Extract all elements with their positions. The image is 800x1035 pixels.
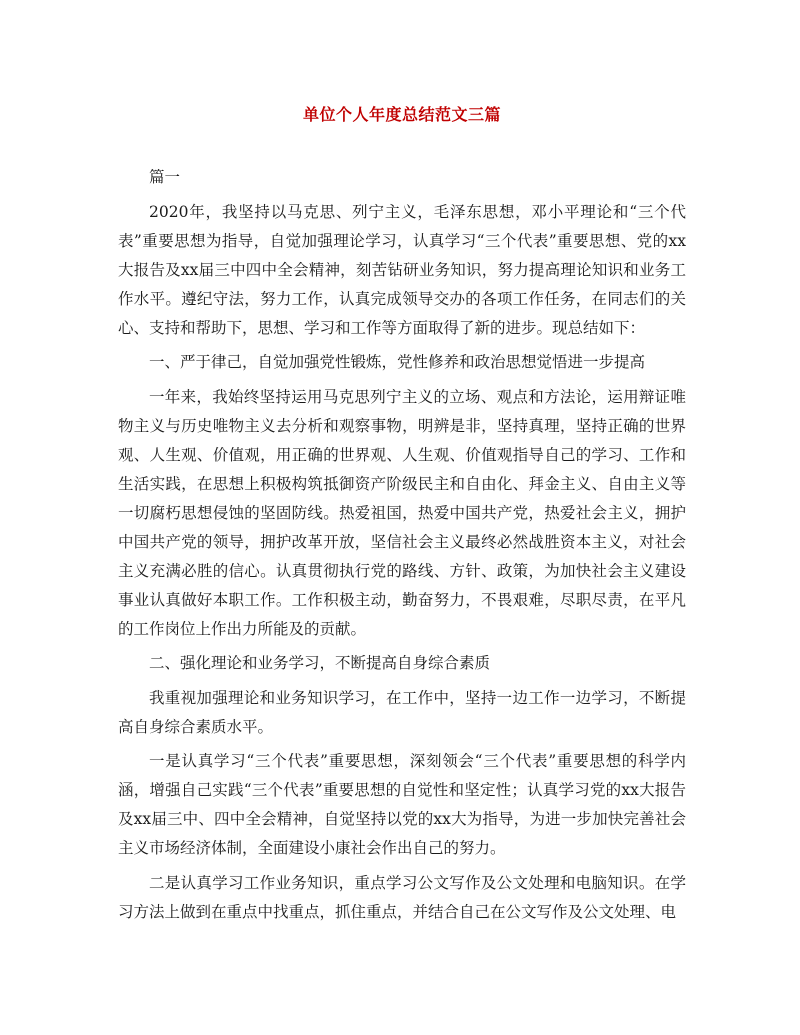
paragraph: 二是认真学习工作业务知识，重点学习公文写作及公文处理和电脑知识。在学习方法上做到在重点中找重点，抓住重点，并结合自己在公文写作及公文处理、电 (118, 873, 686, 921)
paragraph: 一是认真学习“三个代表”重要思想，深刻领会“三个代表”重要思想的科学内涵，增强自己实践“三个代表”重要思想的自觉性和坚定性；认真学习党的xx大报告及xx届三中、四中全会精神，自觉坚持以党的xx大为指导，为进一步加快完善社会主义市场经济体制，全面建设小康社会作出自己的努力。 (118, 752, 686, 857)
section-heading: 一、严于律己，自觉加强党性锻炼，党性修养和政治思想觉悟进一步提高 (149, 353, 646, 371)
section-heading: 二、强化理论和业务学习，不断提高自身综合素质 (149, 654, 491, 672)
paragraph: 一年来，我始终坚持运用马克思列宁主义的立场、观点和方法论，运用辩证唯物主义与历史唯物主义去分析和观察事物，明辨是非，坚持真理，坚持正确的世界观、人生观、价值观，用正确的世界观、人生观、价值观指导自己的学习、工作和生活实践，在思想上积极构筑抵御资产阶级民主和自由化、拜金主义、自由主义等一切腐朽思想侵蚀的坚固防线。热爱祖国，热爱中国共产党，热爱社会主义，拥护中国共产党的领导，拥护改革开放，坚信社会主义最终必然战胜资本主义，对社会主义充满必胜的信心。认真贯彻执行党的路线、方针、政策，为加快社会主义建设事业认真做好本职工作。工作积极主动，勤奋努力，不畏艰难，尽职尽责，在平凡的工作岗位上作出力所能及的贡献。 (118, 387, 686, 638)
section-label: 篇一 (149, 168, 181, 186)
paragraph: 2020年，我坚持以马克思、列宁主义，毛泽东思想，邓小平理论和“三个代表”重要思想为指导，自觉加强理论学习，认真学习“三个代表”重要思想、党的xx大报告及xx届三中四中全会精神，刻苦钻研业务知识，努力提高理论知识和业务工作水平。遵纪守法，努力工作，认真完成领导交办的各项工作任务，在同志们的关心、支持和帮助下，思想、学习和工作等方面取得了新的进步。现总结如下： (118, 202, 686, 337)
document-title: 单位个人年度总结范文三篇 (302, 105, 501, 124)
paragraph: 我重视加强理论和业务知识学习，在工作中，坚持一边工作一边学习，不断提高自身综合素质水平。 (118, 688, 686, 736)
document-body (118, 163, 686, 932)
